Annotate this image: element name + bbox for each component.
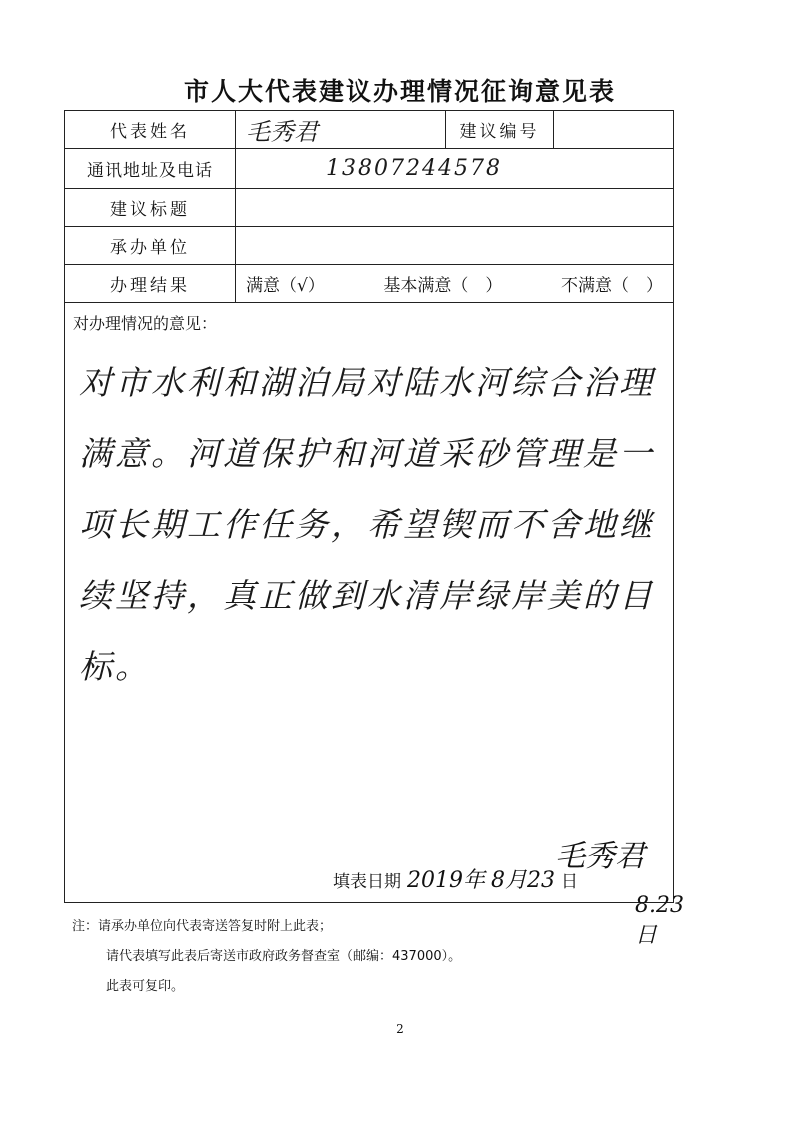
fill-date-year: 2019年 bbox=[407, 868, 485, 893]
result-options bbox=[235, 265, 675, 302]
result-satisfied: 满意（√） bbox=[246, 276, 325, 296]
result-basic-satisfied: 基本满意（ ） bbox=[383, 276, 503, 296]
row-subject bbox=[65, 189, 673, 227]
fill-date bbox=[333, 863, 578, 894]
result-unsatisfied: 不满意（ ） bbox=[561, 276, 663, 296]
note-line-1: 注：请承办单位向代表寄送答复时附上此表； bbox=[72, 919, 333, 934]
form-title: 市人大代表建议办理情况征询意见表 bbox=[183, 77, 616, 106]
notes bbox=[72, 912, 461, 1002]
contact-label: 通讯地址及电话 bbox=[87, 161, 213, 181]
subject-value bbox=[235, 189, 675, 226]
row-result bbox=[65, 265, 673, 303]
row-contact bbox=[65, 149, 673, 189]
handler-label: 承办单位 bbox=[110, 238, 190, 258]
note-line-3: 此表可复印。 bbox=[106, 979, 185, 994]
signature: 毛秀君 bbox=[555, 839, 645, 874]
fill-date-month-day: 8月23 bbox=[491, 868, 555, 893]
row-handler bbox=[65, 227, 673, 265]
opinion-handwritten-text: 对市水利和湖泊局对陆水河综合治理满意。河道保护和河道采砂管理是一项长期工作任务，希望锲而不舍地继续坚持，真正做到水清岸绿岸美的目标。 bbox=[79, 363, 655, 686]
handler-value bbox=[235, 227, 675, 264]
result-label: 办理结果 bbox=[110, 276, 190, 296]
opinion-label: 对办理情况的意见： bbox=[73, 314, 218, 333]
proposal-no-value bbox=[553, 111, 675, 148]
name-value: 毛秀君 bbox=[235, 111, 445, 148]
page-number: 2 bbox=[396, 1022, 404, 1036]
fill-date-day-suffix: 日 bbox=[561, 872, 578, 892]
row-representative bbox=[65, 111, 673, 149]
subject-label: 建议标题 bbox=[110, 200, 190, 220]
signature-date: 8.23日 bbox=[635, 893, 684, 948]
name-label: 代表姓名 bbox=[110, 122, 190, 142]
contact-value: 13807244578 bbox=[235, 149, 675, 188]
fill-date-label: 填表日期 bbox=[333, 872, 401, 892]
proposal-no-label: 建议编号 bbox=[445, 111, 553, 148]
note-line-2: 请代表填写此表后寄送市政府政务督查室（邮编：437000）。 bbox=[106, 949, 462, 964]
